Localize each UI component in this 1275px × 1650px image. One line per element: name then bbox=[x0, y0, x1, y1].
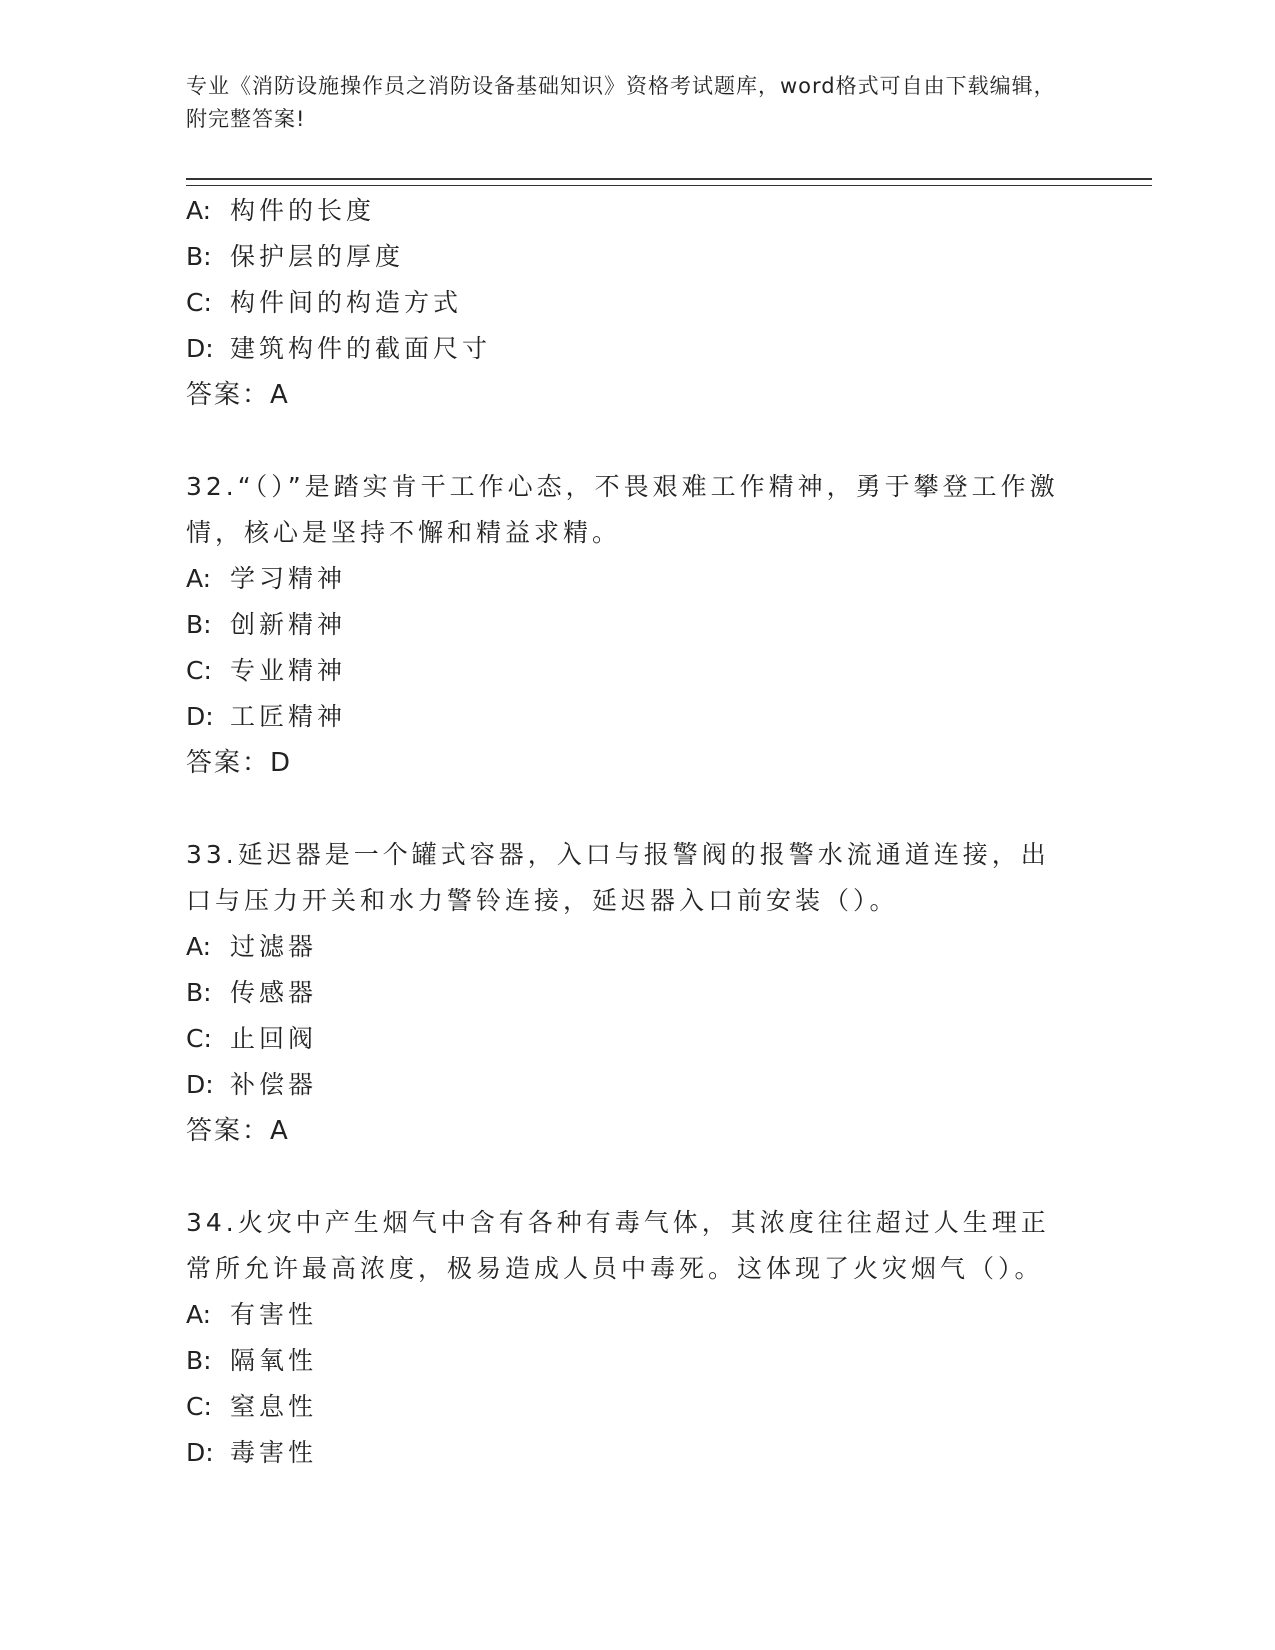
option-b bbox=[186, 970, 1086, 1016]
option-a bbox=[186, 188, 1086, 234]
option-key: D: bbox=[186, 702, 214, 731]
option-c bbox=[186, 1016, 1086, 1062]
option-a bbox=[186, 1292, 1086, 1338]
header-divider bbox=[186, 178, 1152, 186]
option-d bbox=[186, 326, 1086, 372]
option-text: 工匠精神 bbox=[230, 702, 347, 731]
option-key: B: bbox=[186, 242, 212, 271]
option-text: 传感器 bbox=[230, 978, 318, 1007]
option-text: 补偿器 bbox=[230, 1070, 318, 1099]
option-key: C: bbox=[186, 656, 212, 685]
option-text: 构件间的构造方式 bbox=[230, 288, 463, 317]
option-a bbox=[186, 924, 1086, 970]
option-key: C: bbox=[186, 1024, 212, 1053]
option-key: A: bbox=[186, 564, 212, 593]
option-d bbox=[186, 694, 1086, 740]
question-stem: 32.“（）”是踏实肯干工作心态，不畏艰难工作精神，勇于攀登工作激情，核心是坚持不懈和精益求精。 bbox=[186, 472, 1059, 547]
page-header: 专业《消防设施操作员之消防设备基础知识》资格考试题库，word格式可自由下载编辑，附完整答案! bbox=[186, 74, 1056, 131]
option-key: C: bbox=[186, 1392, 212, 1421]
option-key: B: bbox=[186, 610, 212, 639]
option-c bbox=[186, 1384, 1086, 1430]
option-c bbox=[186, 648, 1086, 694]
option-text: 隔氧性 bbox=[230, 1346, 318, 1375]
question-stem: 34.火灾中产生烟气中含有各种有毒气体，其浓度往往超过人生理正常所允许最高浓度，极易造成人员中毒死。这体现了火灾烟气（）。 bbox=[186, 1208, 1050, 1283]
option-b bbox=[186, 602, 1086, 648]
option-d bbox=[186, 1430, 1086, 1476]
question-stem: 33.延迟器是一个罐式容器，入口与报警阀的报警水流通道连接，出口与压力开关和水力警铃连接，延迟器入口前安装（）。 bbox=[186, 840, 1050, 915]
option-key: B: bbox=[186, 1346, 212, 1375]
option-key: A: bbox=[186, 932, 212, 961]
option-text: 保护层的厚度 bbox=[230, 242, 405, 271]
option-key: D: bbox=[186, 334, 214, 363]
option-text: 建筑构件的截面尺寸 bbox=[230, 334, 492, 363]
option-b bbox=[186, 1338, 1086, 1384]
question-33 bbox=[186, 832, 1086, 1154]
question-list bbox=[186, 188, 1086, 1476]
option-a bbox=[186, 556, 1086, 602]
option-key: A: bbox=[186, 196, 212, 225]
answer-line: 答案：A bbox=[186, 1116, 290, 1146]
option-text: 止回阀 bbox=[230, 1024, 318, 1053]
option-text: 过滤器 bbox=[230, 932, 318, 961]
question-31-continued bbox=[186, 188, 1086, 418]
option-text: 有害性 bbox=[230, 1300, 318, 1329]
option-text: 专业精神 bbox=[230, 656, 347, 685]
option-text: 毒害性 bbox=[230, 1438, 318, 1467]
option-key: A: bbox=[186, 1300, 212, 1329]
option-d bbox=[186, 1062, 1086, 1108]
answer-line: 答案：D bbox=[186, 748, 293, 778]
option-b bbox=[186, 234, 1086, 280]
option-text: 窒息性 bbox=[230, 1392, 318, 1421]
option-key: D: bbox=[186, 1438, 214, 1467]
option-key: B: bbox=[186, 978, 212, 1007]
option-key: C: bbox=[186, 288, 212, 317]
option-text: 学习精神 bbox=[230, 564, 347, 593]
option-c bbox=[186, 280, 1086, 326]
question-32 bbox=[186, 464, 1086, 786]
option-key: D: bbox=[186, 1070, 214, 1099]
option-text: 创新精神 bbox=[230, 610, 347, 639]
answer-line: 答案：A bbox=[186, 380, 290, 410]
question-34 bbox=[186, 1200, 1086, 1476]
option-text: 构件的长度 bbox=[230, 196, 376, 225]
